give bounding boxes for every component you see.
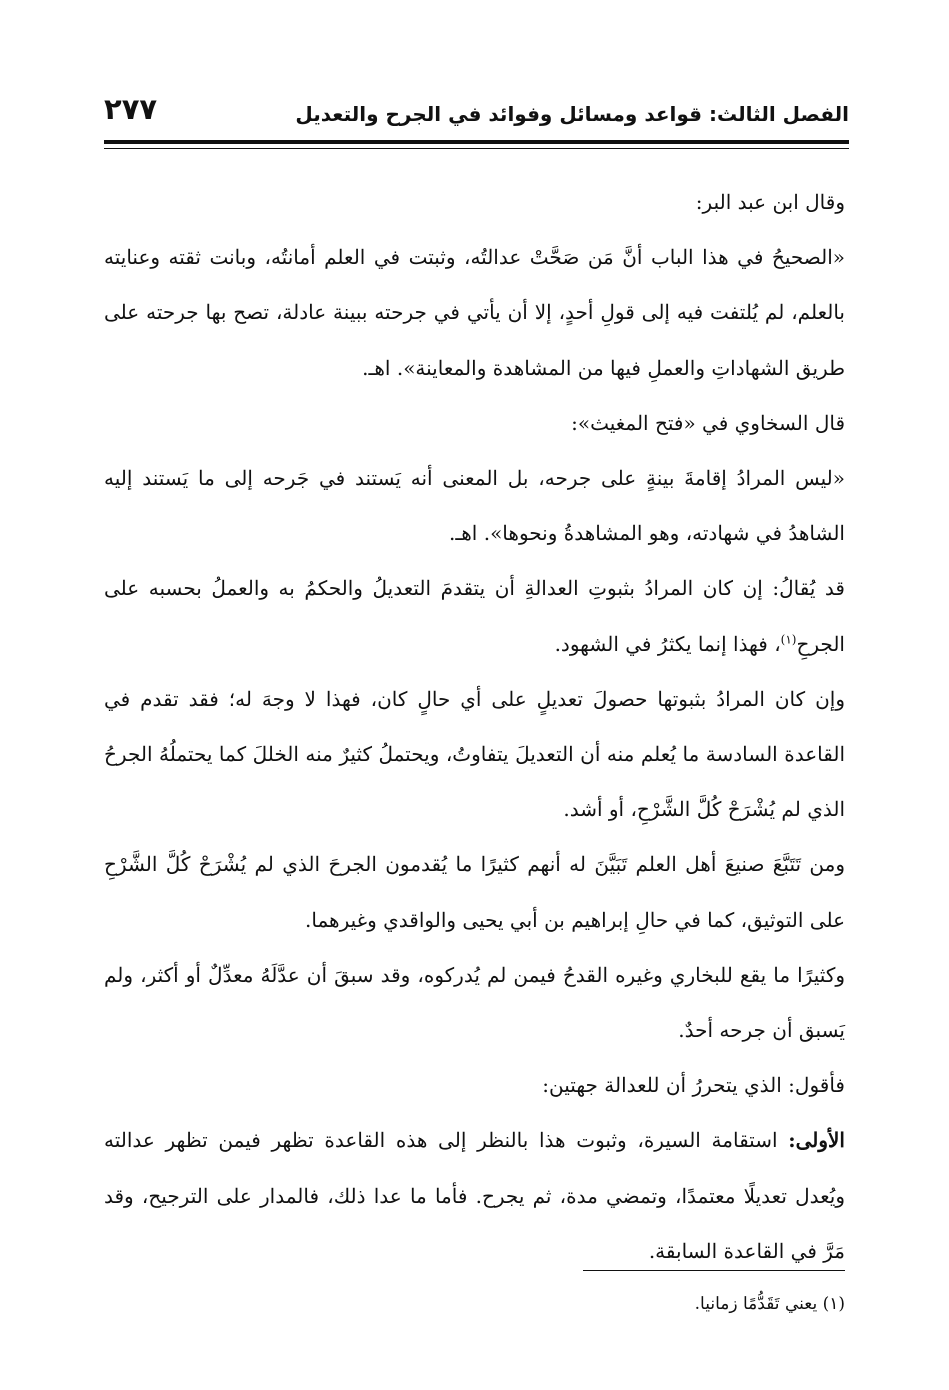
paragraph-9: فأقول: الذي يتحررُ أن للعدالة جهتين: — [542, 1073, 845, 1098]
running-header — [104, 92, 849, 132]
paragraph-1: وقال ابن عبد البر: — [695, 190, 845, 214]
main-text — [104, 175, 845, 1279]
paragraph-2: «الصحيحُ في هذا الباب أنَّ مَن صَحَّتْ عدالتُه، وثبتت في العلم أمانتُه، وبانت ثقته وعنايته بالعلم، لم يُلتفت فيه إلى قولِ أحدٍ، إلا أن يأتي في جرحته ببينة عادلة، تصح بها جرحته على طريق الشهاداتِ والعملِ فيها من المشاهدة والمعاينة». اهـ. — [104, 245, 845, 380]
paragraph-10 — [104, 1113, 845, 1279]
footnote-reference[interactable]: (١) — [780, 631, 797, 646]
page-number: ٢٧٧ — [104, 92, 158, 126]
header-rule-thin — [104, 148, 849, 149]
paragraph-7: ومن تَتَبَّعَ صنيعَ أهل العلم تَبَيَّنَ له أنهم كثيرًا ما يُقدمون الجرحَ الذي لم يُشْرَحْ كُلَّ الشَّرْحِ على التوثيق، كما في حالِ إبراهيم بن أبي يحيى والواقدي وغيرهما. — [104, 852, 845, 932]
paragraph-10-text: استقامة السيرة، وثبوت هذا بالنظر إلى هذه القاعدة تظهر فيمن تظهر عدالته ويُعدل تعديلًا معتمدًا، وتمضي مدة، ثم يجرح. فأما ما عدا ذلك، فالمدار على الترجيح، وقد مَرَّ في القاعدة السابقة. — [104, 1128, 845, 1263]
paragraph-5-text-b: ، فهذا إنما يكثرُ في الشهود. — [554, 631, 781, 656]
chapter-title: الفصل الثالث: قواعد ومسائل وفوائد في الجرح والتعديل — [295, 102, 849, 126]
paragraph-4: «ليس المرادُ إقامةَ بينةٍ على جرحه، بل المعنى أنه يَستند في جَرحه إلى ما يَستند إليه الشاهدُ في شهادته، وهو المشاهدةُ ونحوها». اهـ. — [104, 466, 845, 546]
paragraph-6: وإن كان المرادُ بثبوتها حصولَ تعديلٍ على أي حالٍ كان، فهذا لا وجهَ له؛ فقد تقدم في القاعدة السادسة ما يُعلم منه أن التعديلَ يتفاوتُ، ويحتملُ كثيرٌ منه الخللَ كما يحتملُهُ الجرحُ الذي لم يُشْرَحْ كُلَّ الشَّرْحِ، أو أشد. — [104, 686, 845, 822]
paragraph-5-text-a: قد يُقالُ: إن كان المرادُ بثبوتِ العدالةِ أن يتقدمَ التعديلُ والحكمُ به والعملُ بحسبه على الجرحِ — [104, 576, 845, 656]
paragraph-5 — [104, 561, 845, 671]
paragraph-10-lead: الأولى: — [788, 1128, 845, 1153]
paragraph-3: قال السخاوي في «فتح المغيث»: — [571, 410, 845, 435]
header-rule-thick — [104, 140, 849, 144]
footnote-separator — [583, 1270, 845, 1271]
footnote: (١) يعني تَقَدُّمًا زمانيا. — [694, 1294, 845, 1314]
paragraph-8: وكثيرًا ما يقع للبخاري وغيره القدحُ فيمن لم يُدركوه، وقد سبقَ أن عدَّلَهُ معدِّلٌ أو أكثر، ولم يَسبق أن جرحه أحدٌ. — [104, 962, 845, 1043]
